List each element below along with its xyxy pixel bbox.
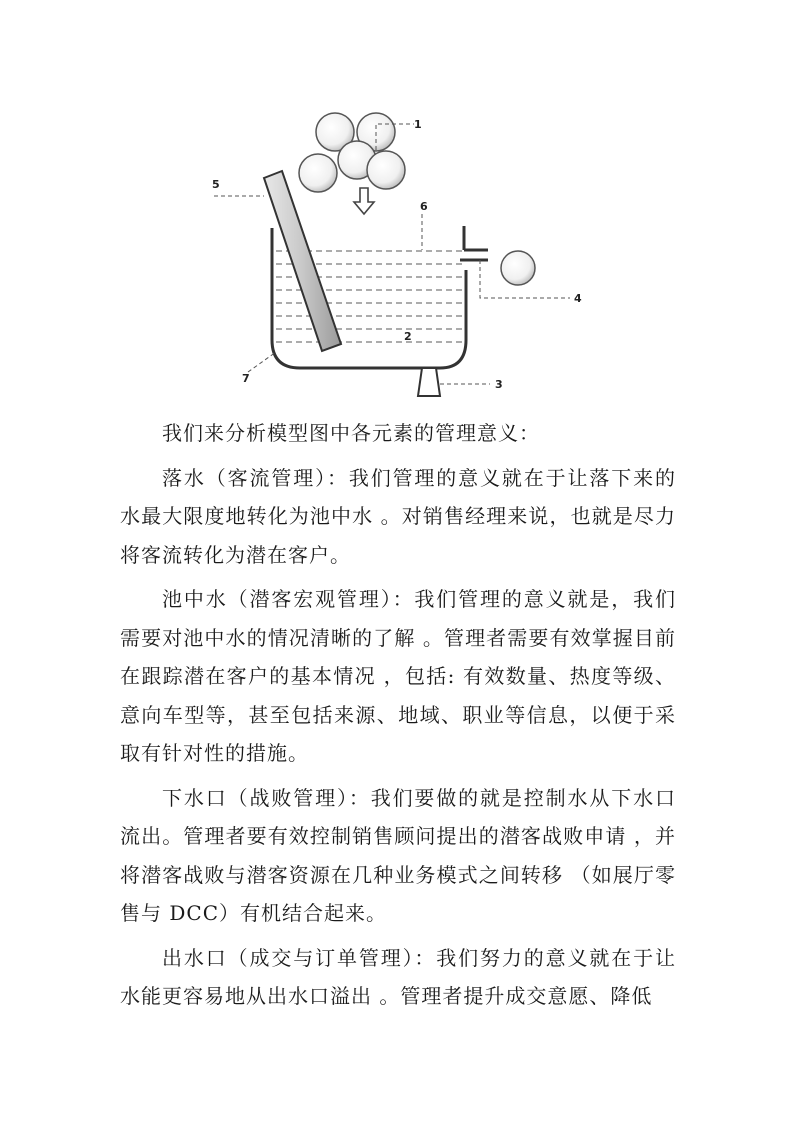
paragraph-pool-water: 池中水（潜客宏观管理）：我们管理的意义就是，我们需要对池中水的情况清晰的了解 。管理者需要有效掌握目前在跟踪潜在客户的基本情况 ，包括: 有效数量、热度等级、意向车型等，甚至包括来源、地域、职业等信息，以便于采取有针对性的措施。: [120, 587, 676, 765]
paragraph-outlet: 出水口（成交与订单管理）：我们努力的意义就在于让水能更容易地从出水口溢出 。管理者提升成交意愿、降低: [120, 945, 676, 1008]
label-4: 4: [574, 292, 582, 305]
drain-outlet: [418, 368, 440, 396]
body-text: [120, 414, 676, 1022]
falling-balls: [299, 113, 405, 192]
label-1: 1: [414, 118, 422, 131]
pole: [264, 171, 341, 351]
paragraph-drain: 下水口（战败管理）：我们要做的就是控制水从下水口流出。管理者要有效控制销售顾问提出的潜客战败申请 ，并将潜客战败与潜客资源在几种业务模式之间转移 （如展厅零售与 DCC）有机结合起来。: [120, 785, 676, 925]
paragraph-falling-water: 落水（客流管理）：我们管理的意义就在于让落下来的水最大限度地转化为池中水 。对销售经理来说，也就是尽力将客流转化为潜在客户。: [120, 465, 676, 567]
pool-model-diagram: [200, 100, 600, 400]
overflow-ball: [501, 251, 535, 285]
pool-model-svg: [200, 100, 600, 400]
label-7: 7: [242, 372, 250, 385]
paragraph-intro: 我们来分析模型图中各元素的管理意义：: [162, 421, 540, 445]
overflow-wall: [464, 226, 488, 250]
down-arrow-icon: [354, 188, 374, 214]
label-2: 2: [404, 330, 412, 343]
label-3: 3: [495, 378, 503, 391]
label-5: 5: [212, 178, 220, 191]
label-6: 6: [420, 200, 428, 213]
